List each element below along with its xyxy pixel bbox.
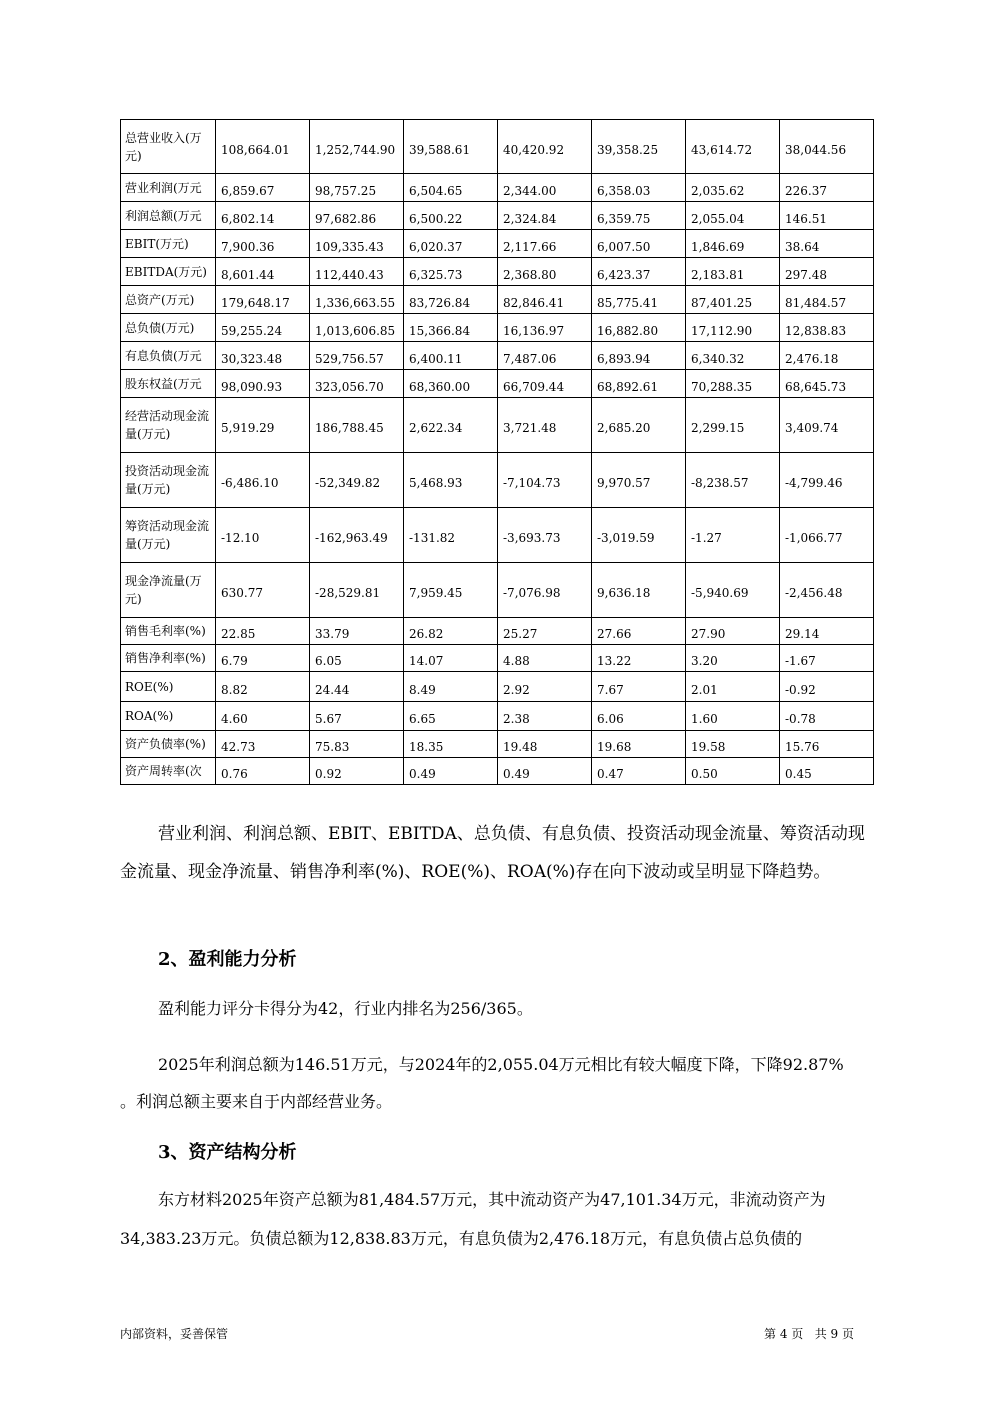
table-cell: 30,323.48: [216, 342, 310, 370]
table-cell: 1,013,606.85: [310, 314, 404, 342]
table-cell: -162,963.49: [310, 508, 404, 563]
table-cell: 6,359.75: [592, 202, 686, 230]
table-cell: 24.44: [310, 672, 404, 702]
table-cell: 5.67: [310, 702, 404, 731]
table-cell: 8.49: [404, 672, 498, 702]
table-row: [121, 645, 874, 672]
table-cell: 7,900.36: [216, 230, 310, 258]
row-label: EBIT(万元): [121, 230, 216, 258]
table-cell: 68,892.61: [592, 370, 686, 398]
table-cell: -1.27: [686, 508, 780, 563]
table-cell: 81,484.57: [780, 286, 874, 314]
table-cell: 1.60: [686, 702, 780, 731]
table-cell: -3,693.73: [498, 508, 592, 563]
table-cell: 0.49: [404, 758, 498, 785]
table-cell: 27.66: [592, 618, 686, 645]
table-cell: 297.48: [780, 258, 874, 286]
table-cell: 3,409.74: [780, 398, 874, 453]
table-cell: -0.78: [780, 702, 874, 731]
table-cell: 85,775.41: [592, 286, 686, 314]
table-row: [121, 286, 874, 314]
row-label: 利润总额(万元: [121, 202, 216, 230]
row-label: 总资产(万元): [121, 286, 216, 314]
table-cell: 3,721.48: [498, 398, 592, 453]
table-cell: 2.92: [498, 672, 592, 702]
table-cell: 15,366.84: [404, 314, 498, 342]
table-cell: 82,846.41: [498, 286, 592, 314]
table-cell: -7,104.73: [498, 453, 592, 508]
table-cell: 2,324.84: [498, 202, 592, 230]
table-cell: 112,440.43: [310, 258, 404, 286]
table-row: [121, 731, 874, 758]
table-row: [121, 618, 874, 645]
table-cell: 179,648.17: [216, 286, 310, 314]
table-row: [121, 258, 874, 286]
table-cell: 5,919.29: [216, 398, 310, 453]
table-cell: 2.38: [498, 702, 592, 731]
row-label: 投资活动现金流量(万元): [121, 453, 216, 508]
asset-detail-line2: 34,383.23万元。负债总额为12,838.83万元，有息负债为2,476.18万元，有息负债占总负债的: [120, 1229, 803, 1248]
table-cell: 13.22: [592, 645, 686, 672]
profit-detail-line1: 2025年利润总额为146.51万元，与2024年的2,055.04万元相比有较大幅度下降，下降92.87%: [158, 1055, 844, 1074]
table-cell: 0.47: [592, 758, 686, 785]
table-cell: 1,252,744.90: [310, 120, 404, 174]
table-row: [121, 672, 874, 702]
table-cell: 0.50: [686, 758, 780, 785]
row-label: ROA(%): [121, 702, 216, 731]
table-cell: 2,035.62: [686, 174, 780, 202]
row-label: 股东权益(万元: [121, 370, 216, 398]
table-cell: 7,487.06: [498, 342, 592, 370]
table-cell: 6.65: [404, 702, 498, 731]
table-row: [121, 174, 874, 202]
table-cell: -1,066.77: [780, 508, 874, 563]
table-cell: 2,685.20: [592, 398, 686, 453]
table-cell: 2,368.80: [498, 258, 592, 286]
financial-table: [120, 119, 874, 785]
row-label: 现金净流量(万元): [121, 563, 216, 618]
table-cell: 68,645.73: [780, 370, 874, 398]
table-cell: 6,007.50: [592, 230, 686, 258]
row-label: 经营活动现金流量(万元): [121, 398, 216, 453]
table-cell: 39,588.61: [404, 120, 498, 174]
table-cell: 226.37: [780, 174, 874, 202]
table-cell: 6,500.22: [404, 202, 498, 230]
table-cell: 8.82: [216, 672, 310, 702]
table-cell: 630.77: [216, 563, 310, 618]
table-cell: 2,183.81: [686, 258, 780, 286]
table-cell: 97,682.86: [310, 202, 404, 230]
table-cell: 9,636.18: [592, 563, 686, 618]
table-cell: 6,020.37: [404, 230, 498, 258]
table-cell: 1,846.69: [686, 230, 780, 258]
table-row: [121, 702, 874, 731]
table-cell: -2,456.48: [780, 563, 874, 618]
table-cell: 38,044.56: [780, 120, 874, 174]
table-cell: 70,288.35: [686, 370, 780, 398]
table-row: [121, 342, 874, 370]
table-cell: 19.48: [498, 731, 592, 758]
table-cell: 529,756.57: [310, 342, 404, 370]
table-cell: 16,136.97: [498, 314, 592, 342]
row-label: 总负债(万元): [121, 314, 216, 342]
table-cell: 6,423.37: [592, 258, 686, 286]
section-heading-profitability: 2、盈利能力分析: [158, 949, 297, 970]
table-cell: 98,757.25: [310, 174, 404, 202]
table-cell: 38.64: [780, 230, 874, 258]
row-label: 销售毛利率(%): [121, 618, 216, 645]
table-cell: 2,055.04: [686, 202, 780, 230]
table-row: [121, 508, 874, 563]
table-cell: -8,238.57: [686, 453, 780, 508]
table-cell: 186,788.45: [310, 398, 404, 453]
table-cell: 87,401.25: [686, 286, 780, 314]
table-row: [121, 230, 874, 258]
row-label: 销售净利率(%): [121, 645, 216, 672]
table-cell: 39,358.25: [592, 120, 686, 174]
footer-page-number: 第 4 页 共 9 页: [764, 1327, 854, 1341]
table-cell: 6,802.14: [216, 202, 310, 230]
trend-paragraph: 营业利润、利润总额、EBIT、EBITDA、总负债、有息负债、投资活动现金流量、筹资活动现金流量、现金净流量、销售净利率(%)、ROE(%)、ROA(%)存在向下波动或呈明显下降趋势。: [120, 824, 865, 882]
table-cell: 108,664.01: [216, 120, 310, 174]
table-cell: 5,468.93: [404, 453, 498, 508]
table-cell: 6,400.11: [404, 342, 498, 370]
table-cell: 43,614.72: [686, 120, 780, 174]
asset-detail-line1: 东方材料2025年资产总额为81,484.57万元，其中流动资产为47,101.34万元，非流动资产为: [158, 1190, 826, 1209]
table-cell: -6,486.10: [216, 453, 310, 508]
row-label: 营业利润(万元: [121, 174, 216, 202]
table-cell: -28,529.81: [310, 563, 404, 618]
row-label: 筹资活动现金流量(万元): [121, 508, 216, 563]
table-cell: 323,056.70: [310, 370, 404, 398]
table-cell: 42.73: [216, 731, 310, 758]
table-row: [121, 758, 874, 785]
table-cell: -4,799.46: [780, 453, 874, 508]
table-cell: 15.76: [780, 731, 874, 758]
table-row: [121, 370, 874, 398]
table-cell: 18.35: [404, 731, 498, 758]
table-cell: 6.79: [216, 645, 310, 672]
table-cell: 17,112.90: [686, 314, 780, 342]
table-cell: 3.20: [686, 645, 780, 672]
table-cell: 75.83: [310, 731, 404, 758]
table-cell: 29.14: [780, 618, 874, 645]
table-cell: 6,340.32: [686, 342, 780, 370]
table-cell: 2,476.18: [780, 342, 874, 370]
table-cell: 22.85: [216, 618, 310, 645]
table-cell: 66,709.44: [498, 370, 592, 398]
table-row: [121, 202, 874, 230]
table-cell: 14.07: [404, 645, 498, 672]
table-cell: 4.60: [216, 702, 310, 731]
table-cell: 7.67: [592, 672, 686, 702]
table-cell: 6,504.65: [404, 174, 498, 202]
table-cell: 0.76: [216, 758, 310, 785]
row-label: 有息负债(万元: [121, 342, 216, 370]
table-cell: 0.92: [310, 758, 404, 785]
row-label: 资产周转率(次: [121, 758, 216, 785]
table-cell: 9,970.57: [592, 453, 686, 508]
table-cell: -1.67: [780, 645, 874, 672]
table-cell: 19.68: [592, 731, 686, 758]
footer-confidential-note: 内部资料，妥善保管: [120, 1327, 229, 1341]
table-row: [121, 314, 874, 342]
table-cell: 40,420.92: [498, 120, 592, 174]
table-cell: 6.06: [592, 702, 686, 731]
table-row: [121, 398, 874, 453]
table-cell: 16,882.80: [592, 314, 686, 342]
table-cell: 2,344.00: [498, 174, 592, 202]
table-cell: 68,360.00: [404, 370, 498, 398]
table-cell: 83,726.84: [404, 286, 498, 314]
table-cell: -3,019.59: [592, 508, 686, 563]
table-cell: 19.58: [686, 731, 780, 758]
table-cell: 7,959.45: [404, 563, 498, 618]
profit-score-text: 盈利能力评分卡得分为42，行业内排名为256/365。: [158, 999, 533, 1018]
table-cell: 33.79: [310, 618, 404, 645]
table-cell: -52,349.82: [310, 453, 404, 508]
row-label: ROE(%): [121, 672, 216, 702]
table-cell: 1,336,663.55: [310, 286, 404, 314]
table-cell: 98,090.93: [216, 370, 310, 398]
row-label: 总营业收入(万元): [121, 120, 216, 174]
table-cell: 0.49: [498, 758, 592, 785]
table-row: [121, 453, 874, 508]
table-cell: -12.10: [216, 508, 310, 563]
table-cell: 6,358.03: [592, 174, 686, 202]
table-cell: 26.82: [404, 618, 498, 645]
table-cell: 109,335.43: [310, 230, 404, 258]
table-cell: 4.88: [498, 645, 592, 672]
row-label: 资产负债率(%): [121, 731, 216, 758]
table-row: [121, 563, 874, 618]
table-cell: 146.51: [780, 202, 874, 230]
table-cell: 2,117.66: [498, 230, 592, 258]
table-cell: 25.27: [498, 618, 592, 645]
table-cell: 2.01: [686, 672, 780, 702]
profit-detail-line2: 。利润总额主要来自于内部经营业务。: [120, 1092, 393, 1111]
section-heading-asset-structure: 3、资产结构分析: [158, 1142, 297, 1163]
table-cell: 59,255.24: [216, 314, 310, 342]
table-cell: -131.82: [404, 508, 498, 563]
table-cell: 8,601.44: [216, 258, 310, 286]
table-row: [121, 120, 874, 174]
row-label: EBITDA(万元): [121, 258, 216, 286]
table-cell: 6,893.94: [592, 342, 686, 370]
table-cell: 27.90: [686, 618, 780, 645]
table-cell: -7,076.98: [498, 563, 592, 618]
table-cell: -0.92: [780, 672, 874, 702]
table-cell: 2,622.34: [404, 398, 498, 453]
table-cell: 6.05: [310, 645, 404, 672]
table-cell: 12,838.83: [780, 314, 874, 342]
table-cell: -5,940.69: [686, 563, 780, 618]
table-cell: 0.45: [780, 758, 874, 785]
table-cell: 6,325.73: [404, 258, 498, 286]
table-cell: 6,859.67: [216, 174, 310, 202]
table-cell: 2,299.15: [686, 398, 780, 453]
